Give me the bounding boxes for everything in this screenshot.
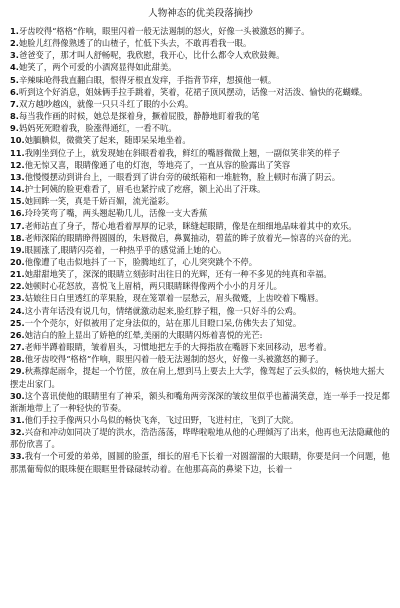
entry-text: 她洁白的脸上显出了娇艳的红晕,美丽的大眼睛闪烁着喜悦的光芒:: [24, 329, 263, 340]
entry-text: 双方越吵越凶，就像一只只斗红了眼的小公鸡。: [18, 98, 194, 109]
list-item: [10, 365, 391, 389]
list-item: [10, 110, 391, 122]
entry-number: 13.: [10, 171, 25, 182]
list-item: [10, 49, 391, 61]
list-item: [10, 159, 391, 171]
list-item: [10, 414, 391, 426]
list-item: [10, 280, 391, 292]
entry-number: 31.: [10, 415, 25, 425]
list-item: [10, 195, 391, 207]
entry-text: 他慢慢摆动到讲台上，一眼看到了讲台旁的破纸箱和一堆脏物，脸上顿时布满了阴云。: [24, 171, 340, 182]
entry-text: 兴奋和冲动如同决了堤的洪水，浩浩荡荡，哗哗啦啦地从他的心理倾泻了出来，他再也无法隐藏他的那份欣喜了。: [10, 427, 390, 450]
entry-number: 29.: [10, 366, 25, 377]
list-item: [10, 329, 391, 341]
entry-text: 这小青年话没有说几句，情绪就激动起来,脸红脖子粗，像一只好斗的公鸡。: [24, 305, 302, 316]
entry-text: 眼圆涨了,眼睛闪亮着，一种热乎乎的感觉涌上她的心。: [24, 244, 227, 255]
entry-text: 她笑了，两个可爱的小酒窝显得如此甜美。: [18, 62, 177, 73]
list-item: [10, 390, 391, 414]
entry-text: 她脸儿红得像熟透了的山楂子，忙低下头去，不敢再看我一眼。: [18, 38, 252, 49]
entry-text: 她回眸一笑，真是千娇百媚，流光溢彩。: [24, 196, 175, 207]
entry-text: 她甜甜地笑了，深深的眼睛立刻彭时出往日的光辉，还有一种不多见的纯真和幸福。: [24, 269, 332, 280]
list-item: [10, 317, 391, 329]
list-item: [10, 207, 391, 219]
entry-number: 28.: [10, 354, 25, 365]
entry-text: 爸爸变了，那才叫人舒畅呢，我欣慰，我开心，比什么都令人欢欣鼓舞。: [18, 50, 285, 61]
list-item: [10, 37, 391, 49]
list-item: [10, 86, 391, 98]
entry-number: 4.: [10, 62, 19, 73]
list-item: [10, 341, 391, 353]
entry-number: 32.: [10, 427, 25, 438]
entry-number: 24.: [10, 305, 25, 316]
entry-text: 他无惊又喜，眼睛像通了电的灯泡，等地亮了，一直从容的脸露出了笑容: [24, 159, 291, 170]
entry-number: 25.: [10, 317, 25, 328]
list-item: [10, 134, 391, 146]
list-item: [10, 256, 391, 268]
entry-list: [10, 25, 391, 475]
entry-number: 10.: [10, 135, 25, 146]
entry-text: 辛辣味呛得我直翻白眼，恨得牙根直发痒，手指背节痒，想摸他一顿。: [18, 74, 277, 85]
entry-text: 牙齿咬得“格格”作响，眼里闪着一般无法遏制的怒火，好像一头被激怒的狮子。: [18, 26, 310, 36]
entry-text: 老师站直了身子，帮心地看着厚厚的记录，眯缝起眼睛，像是在细细地品味着其中的欢乐。: [24, 220, 357, 231]
list-item: [10, 232, 391, 244]
list-item: [10, 171, 391, 183]
entry-number: 17.: [10, 220, 25, 231]
entry-text: 我刚坐到位子上，就发现她在斜眼看着我，鲜红的嘴唇微微上翘，一副似笑非笑的样子: [24, 147, 340, 158]
entry-number: 16.: [10, 208, 25, 219]
list-item: [10, 25, 391, 37]
entry-number: 7.: [10, 98, 19, 109]
entry-number: 22.: [10, 281, 25, 292]
entry-text: 她腼腆似，微微笑了起来，随即呆呆地坐着。: [24, 135, 191, 146]
list-item: [10, 353, 391, 365]
list-item: [10, 244, 391, 256]
entry-text: 秋燕撑起雨伞，提起一个竹筐，放在肩上,想到马上要去上大学，像驾起了云头似的，畅快地大摇大摆走出家门。: [10, 366, 385, 389]
entry-text: 姑娘往日白里透红的苹果脸，现在笼罩着一层愁云，眉头微蹙，上齿咬着下嘴唇。: [24, 293, 324, 304]
entry-text: 听到这个好消息，姐妹俩手拉手跳着，笑着，花裙子顶风摆动，话像一对活泼、愉快的花蝴蝶。: [18, 86, 368, 97]
entry-number: 30.: [10, 390, 25, 401]
entry-text: 这个喜讯使他的眼睛里有了神采，额头和嘴角两旁深深的皱纹里似乎也蓄满笑意，连一举手一投足都渐渐地带上了一种轻快的节奏。: [10, 390, 390, 413]
entry-text: 老师深陷的眼睛睁得圆圆的，朱唇微启，鼻翼抽动，碧蓝的眸子放着光—惊喜的兴奋的光。: [24, 232, 357, 243]
list-item: [10, 268, 391, 280]
entry-text: 他牙齿咬得“格格”作响，眼里闪着一般无法遏制的怒火，好像一头被激怒的狮子。: [24, 354, 324, 365]
entry-number: 23.: [10, 293, 25, 304]
entry-text: 他们手拉手像两只小鸟似的畅快飞奔，飞过田野，飞进村庄，飞到了大院。: [24, 415, 299, 425]
list-item: [10, 292, 391, 304]
entry-number: 33.: [10, 451, 25, 462]
list-item: [10, 98, 391, 110]
entry-number: 2.: [10, 38, 19, 49]
entry-number: 1.: [10, 26, 19, 36]
document-title: 人物神态的优美段落摘抄: [148, 8, 253, 19]
entry-number: 20.: [10, 256, 25, 267]
list-item: [10, 220, 391, 232]
entry-number: 11.: [10, 147, 25, 158]
entry-number: 9.: [10, 123, 19, 134]
list-item: [10, 450, 391, 474]
entry-number: 8.: [10, 111, 19, 122]
entry-number: 5.: [10, 74, 19, 85]
entry-text: 玲玲笑弯了嘴，两头翘起勒几儿，活像一支大香蕉: [24, 208, 208, 219]
entry-text: 每当我作画的时候，她总是探着身，撅着屁股，静静地盯着我的笔: [18, 111, 260, 122]
entry-text: 一个个莞尔，好似被用了定身法似的，站在那儿目瞪口呆,仿佛失去了知觉。: [24, 317, 302, 328]
entry-text: 他像遭了电击似地抖了一下，脸腾地红了，心儿突突跳个不停。: [24, 256, 258, 267]
list-item: [10, 305, 391, 317]
list-item: [10, 183, 391, 195]
entry-number: 19.: [10, 244, 25, 255]
entry-text: 妈妈死死瞪着我，脸涨得通红，一看不吭。: [18, 123, 177, 134]
list-item: [10, 147, 391, 159]
entry-number: 18.: [10, 232, 25, 243]
entry-number: 15.: [10, 196, 25, 207]
entry-number: 27.: [10, 342, 25, 353]
entry-text: 老师半蹲着眼睛，皱着眉头，习惯地把左手的大拇指放在嘴唇下来回移动，思考着。: [24, 342, 332, 353]
list-item: [10, 74, 391, 86]
entry-text: 我有一个可爱的弟弟，圆圆的脸蛋，细长的眉毛下长着一对圆溜溜的大眼睛，你要是问一个问题，他那黑葡萄似的眼珠便在眼眶里骨碌碌转动着。在他那高高的鼻梁下边，长着一: [10, 451, 390, 474]
list-item: [10, 122, 391, 134]
entry-number: 6.: [10, 86, 19, 97]
entry-number: 14.: [10, 184, 25, 195]
entry-number: 26.: [10, 329, 25, 340]
entry-number: 12.: [10, 159, 25, 170]
entry-text: 护士阿姨的脸更难看了，眉毛也紧拧成了疙瘩，额上沁出了汗珠。: [24, 184, 266, 195]
entry-number: 21.: [10, 269, 25, 280]
entry-number: 3.: [10, 50, 19, 61]
entry-text: 她顿时心花怒放，喜悦飞上眉梢，两只眼睛眯得像两个小小的月牙儿。: [24, 281, 282, 292]
list-item: [10, 61, 391, 73]
list-item: [10, 426, 391, 450]
